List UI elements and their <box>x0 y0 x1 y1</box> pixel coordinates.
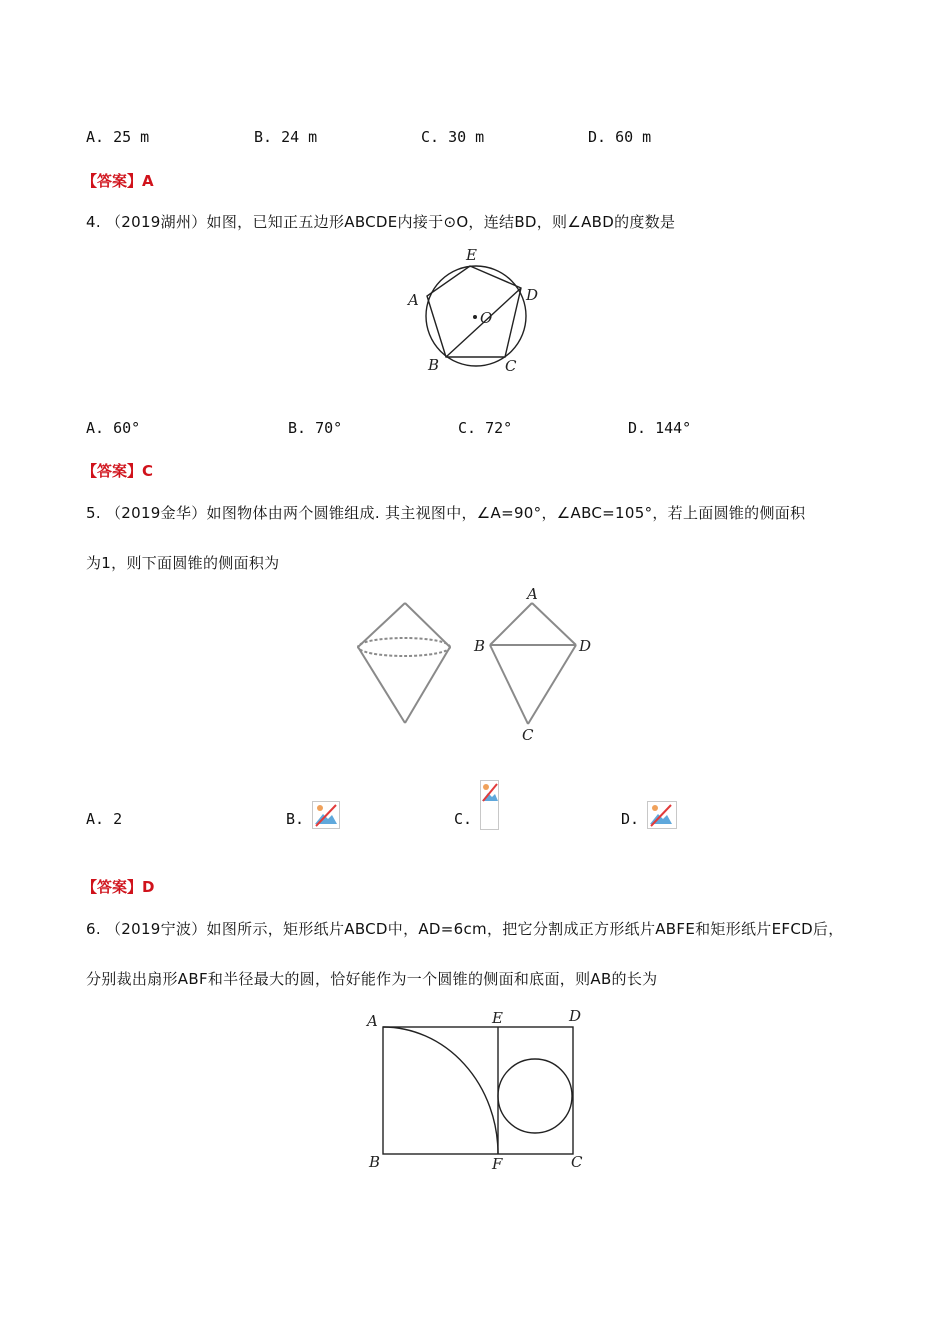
broken-image-icon <box>647 801 677 829</box>
image-placeholder-icon <box>313 802 339 828</box>
q5-option-d: D. <box>621 810 640 828</box>
q4-answer-tag: 【答案】 <box>82 462 143 480</box>
q5-answer <box>82 876 154 897</box>
q3-answer-value: A <box>142 172 154 190</box>
cone-solid-drawing <box>358 603 450 723</box>
q4-stem: 4. （2019湖州）如图，已知正五边形ABCDE内接于⊙O，连结BD，则∠ABD的度数是 <box>86 213 676 231</box>
q5-option-b: B. <box>286 810 305 828</box>
q6-stem-line1: 6. （2019宁波）如图所示，矩形纸片ABCD中，AD=6cm，把它分割成正方形纸片ABFE和矩形纸片EFCD后， <box>86 920 844 938</box>
q5-stem-line2: 为1，则下面圆锥的侧面积为 <box>86 554 280 572</box>
q6-stem-line2: 分别裁出扇形ABF和半径最大的圆，恰好能作为一个圆锥的侧面和底面，则AB的长为 <box>86 970 658 988</box>
sector-arc-abf <box>383 1027 498 1154</box>
broken-image-icon <box>480 780 499 830</box>
q3-option-d: D. 60 m <box>588 128 652 146</box>
image-placeholder-icon <box>648 802 676 828</box>
q4-pentagon-figure <box>400 240 540 380</box>
q3-option-a: A. 25 m <box>86 128 150 146</box>
q5-double-cone-figure <box>350 585 600 745</box>
q4-answer <box>82 460 153 481</box>
q3-option-b: B. 24 m <box>254 128 318 146</box>
q6-rectangle-figure <box>360 1005 600 1175</box>
q5-answer-tag: 【答案】 <box>82 878 143 896</box>
label-o: O <box>480 309 493 327</box>
q4-answer-value: C <box>142 462 154 480</box>
label-b: B <box>428 356 440 374</box>
label-f: F <box>492 1155 503 1173</box>
label-c: C <box>571 1153 583 1171</box>
main-view-drawing <box>490 603 576 724</box>
label-b: B <box>369 1153 381 1171</box>
label-d: D <box>526 286 539 304</box>
label-b: B <box>474 637 486 655</box>
label-c: C <box>505 357 517 375</box>
label-a: A <box>408 291 419 309</box>
label-c: C <box>522 726 534 744</box>
rectangle-abcd <box>383 1027 573 1154</box>
center-dot <box>473 315 477 319</box>
q4-option-b: B. 70° <box>288 419 343 437</box>
q5-stem-line1: 5. （2019金华）如图物体由两个圆锥组成. 其主视图中，∠A=90°，∠ABC=105°，若上面圆锥的侧面积 <box>86 504 806 522</box>
label-d: D <box>579 637 592 655</box>
q5-answer-value: D <box>142 878 155 896</box>
q5-option-a: A. 2 <box>86 810 123 828</box>
q3-answer <box>82 170 154 191</box>
broken-image-icon <box>312 801 340 829</box>
q4-option-c: C. 72° <box>458 419 513 437</box>
label-e: E <box>466 246 477 264</box>
max-circle <box>498 1059 572 1133</box>
image-placeholder-icon <box>481 781 499 803</box>
q4-option-a: A. 60° <box>86 419 141 437</box>
q3-option-c: C. 30 m <box>421 128 485 146</box>
q5-option-c: C. <box>454 810 473 828</box>
label-d: D <box>569 1007 582 1025</box>
label-e: E <box>492 1009 503 1027</box>
label-a: A <box>367 1012 378 1030</box>
label-a: A <box>527 585 538 603</box>
q3-answer-tag: 【答案】 <box>82 172 143 190</box>
q4-option-d: D. 144° <box>628 419 692 437</box>
